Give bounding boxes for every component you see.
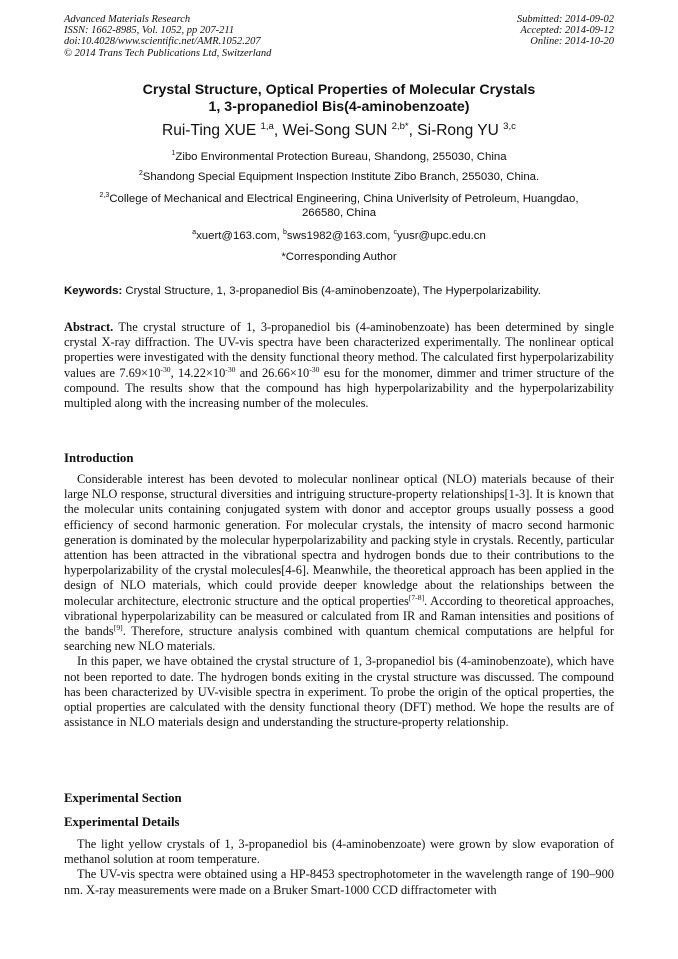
email-a: xuert@163.com, (196, 230, 283, 242)
email-b: sws1982@163.com, (286, 230, 394, 242)
introduction-paragraph-1 (64, 472, 614, 654)
affiliation-3-text: College of Mechanical and Electrical Engineering, China Univerlsity of Petroleum, Huangdao, (109, 193, 579, 205)
journal-copyright: © 2014 Trans Tech Publications Ltd, Switzerland (64, 47, 272, 59)
author-2-affil: 2,b* (391, 120, 409, 132)
keywords-text: Crystal Structure, 1, 3-propanediol Bis (4-aminobenzoate), The Hyperpolarizability. (122, 285, 541, 297)
paper-title-line2: 1, 3-propanediol Bis(4-aminobenzoate) (208, 99, 470, 115)
abstract-text-2: , 14.22×10 (170, 365, 226, 380)
citation-7-8: [7-8] (408, 592, 425, 602)
affiliation-2-mark: 2 (138, 170, 143, 178)
experimental-paragraph-1: The light yellow crystals of 1, 3-propanediol bis (4-aminobenzoate) were grown by slow evaporation of methanol solution at room temperature. (64, 837, 614, 867)
experimental-paragraph-2: The UV-vis spectra were obtained using a HP-8453 spectrophotometer in the wavelength range of 190–900 nm. X-ray measurements were made on a Bruker Smart-1000 CCD diffractometer with (64, 867, 614, 897)
abstract-text-3: and 26.66×10 (235, 365, 310, 380)
journal-doi: doi:10.4028/www.scientific.net/AMR.1052.207 (64, 36, 261, 48)
keywords (64, 284, 624, 298)
experimental-section-heading: Experimental Section (64, 791, 182, 805)
exponent-2: -30 (225, 364, 236, 374)
introduction-heading: Introduction (64, 451, 134, 465)
author-1-affil: 1,a (260, 120, 274, 132)
author-list (64, 121, 614, 141)
abstract-text-4: esu for the monomer, dimmer and trimer structure of the compound. The results show that the compound has high hyperpolarizability and the hyperpolarizability multipled along with the increasing number of the molecules. (64, 365, 614, 411)
affiliation-2-text: Shandong Special Equipment Inspection Institute Zibo Branch, 255030, China. (142, 171, 540, 183)
online-date: Online: 2014-10-20 (530, 36, 614, 48)
affiliation-1-mark: 1 (171, 150, 176, 158)
accepted-date: Accepted: 2014-09-12 (520, 25, 614, 37)
intro-text-a: Considerable interest has been devoted to molecular nonlinear optical (NLO) materials because of their large NLO response, structural diversities and intriguing structure-property relationships[1-3]. It is known that the molecular units containing conjugated system with donor and acceptor groups usually possess a good efficiency of second harmonic generation. For molecular crystals, the intensity of macro second harmonic generation is dominated by the molecular hyperpolarizability and packing style in crystals. Recently, particular attention has been attracted in the vibrational spectra and hydrogen bonds due to their contributions to the hyperpolarizability of the crystal molecules[4-6]. Meanwhile, the theoretical approach has been applied in the design of NLO materials, which could provide deeper knowledge about the relationships between the molecular architecture, electronic structure and the optical properties (64, 472, 614, 608)
submission-dates (517, 14, 614, 48)
email-a-mark: a (192, 229, 197, 237)
author-1: Rui-Ting XUE (162, 122, 261, 139)
affiliation-3-mark: 2,3 (99, 192, 110, 200)
submitted-date: Submitted: 2014-09-02 (516, 14, 614, 25)
abstract-label: Abstract. (64, 320, 114, 334)
exponent-1: -30 (160, 364, 171, 374)
author-2: , Wei-Song SUN (273, 122, 392, 139)
affiliation-1 (64, 150, 614, 164)
author-3: , Si-Rong YU (408, 122, 504, 139)
introduction-body (64, 472, 614, 730)
affiliation-2 (64, 170, 614, 184)
paper-title (64, 82, 614, 116)
intro-text-c: . Therefore, structure analysis combined with quantum chemical computations are helpful for searching new NLO materials. (64, 624, 614, 654)
citation-9: [9] (113, 622, 123, 632)
author-emails (64, 229, 614, 243)
affiliation-1-text: Zibo Environmental Protection Bureau, Shandong, 255030, China (175, 151, 507, 163)
email-c-mark: c (393, 229, 397, 237)
journal-issn: ISSN: 1662-8985, Vol. 1052, pp 207-211 (64, 25, 235, 37)
journal-name: Advanced Materials Research (64, 14, 191, 25)
corresponding-author: *Corresponding Author (281, 251, 397, 263)
keywords-label: Keywords: (64, 285, 123, 297)
intro-text-b: . According to theoretical approaches, vibrational hyperpolarizability can be measured or calculated from IR and Raman intensities and positions of the bands (64, 593, 614, 639)
abstract-text-1: The crystal structure of 1, 3-propanediol bis (4-aminobenzoate) has been determined by single crystal X-ray diffraction. The UV-vis spectra have been characterized experimentally. The nonlinear optical properties were investigated with the density functional theory method. The calculated first hyperpolarizability values are 7.69×10 (64, 320, 614, 380)
journal-header (64, 14, 271, 59)
introduction-paragraph-2: In this paper, we have obtained the crystal structure of 1, 3-propanediol bis (4-aminobenzoate), which have not been reported to date. The hydrogen bonds exiting in the crystal structure was discussed. The compound has been characterized by UV-visible spectra in experiment. To probe the origin of the optical properties, the optial properties are calculated with the density functional theory (DFT) method. We hope the results are of assistance in NLO materials design and understanding the structure-property relationship. (64, 654, 614, 730)
exponent-3: -30 (309, 364, 320, 374)
experimental-body (64, 837, 614, 898)
experimental-details-heading: Experimental Details (64, 815, 180, 829)
affiliation-3 (64, 192, 614, 220)
affiliation-3-text-cont: 266580, China (301, 207, 377, 219)
email-c: yusr@upc.edu.cn (397, 230, 486, 242)
author-3-affil: 3,c (503, 120, 516, 132)
abstract (64, 320, 614, 411)
email-b-mark: b (283, 229, 287, 237)
paper-title-line1: Crystal Structure, Optical Properties of Molecular Crystals (142, 82, 536, 98)
